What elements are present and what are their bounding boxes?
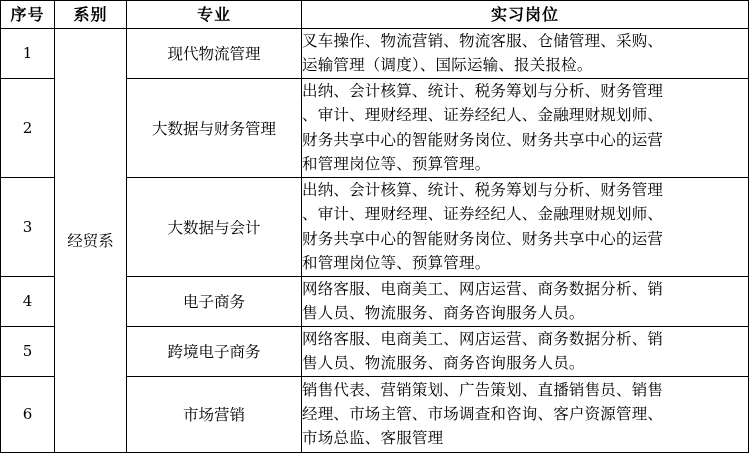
header-department: 系别 bbox=[55, 1, 127, 29]
job-line: 运输管理（调度）、国际运输、报关报检。 bbox=[302, 56, 593, 75]
header-index: 序号 bbox=[1, 1, 55, 29]
row-index: 5 bbox=[1, 326, 55, 376]
row-index: 6 bbox=[1, 376, 55, 452]
header-major: 专业 bbox=[127, 1, 302, 29]
job-line: 市场总监、客服管理 bbox=[302, 429, 444, 448]
major-cell: 跨境电子商务 bbox=[127, 326, 302, 376]
job-line: 和管理岗位等、预算管理。 bbox=[302, 253, 491, 272]
job-line: 和管理岗位等、预算管理。 bbox=[302, 154, 491, 173]
jobs-cell bbox=[302, 29, 749, 79]
header-jobs: 实习岗位 bbox=[302, 1, 749, 29]
job-line: 出纳、会计核算、统计、税务筹划与分析、财务管理 bbox=[302, 181, 664, 199]
jobs-cell bbox=[302, 326, 749, 376]
job-line: 出纳、会计核算、统计、税务筹划与分析、财务管理 bbox=[302, 82, 664, 100]
job-line: 网络客服、电商美工、网店运营、商务数据分析、销 bbox=[302, 329, 664, 348]
major-cell: 电子商务 bbox=[127, 276, 302, 326]
job-line: 叉车操作、物流营销、物流客服、仓储管理、采购、 bbox=[302, 32, 664, 50]
job-line: 网络客服、电商美工、网店运营、商务数据分析、销 bbox=[302, 279, 664, 298]
job-line: 售人员、物流服务、商务咨询服务人员。 bbox=[302, 354, 585, 373]
jobs-cell bbox=[302, 177, 749, 276]
major-cell: 大数据与会计 bbox=[127, 177, 302, 276]
job-line: 、审计、理财经理、证券经纪人、金融理财规划师、 bbox=[302, 205, 664, 224]
department-cell: 经贸系 bbox=[55, 29, 127, 453]
table-row bbox=[1, 29, 749, 79]
major-cell: 市场营销 bbox=[127, 376, 302, 452]
row-index: 2 bbox=[1, 78, 55, 177]
major-cell: 大数据与财务管理 bbox=[127, 78, 302, 177]
job-line: 售人员、物流服务、商务咨询服务人员。 bbox=[302, 304, 585, 323]
row-index: 1 bbox=[1, 29, 55, 79]
jobs-cell bbox=[302, 78, 749, 177]
job-line: 经理、市场主管、市场调查和咨询、客户资源管理、 bbox=[302, 404, 664, 423]
jobs-cell bbox=[302, 276, 749, 326]
job-line: 财务共享中心的智能财务岗位、财务共享中心的运营 bbox=[302, 229, 664, 248]
row-index: 4 bbox=[1, 276, 55, 326]
job-line: 、审计、理财经理、证券经纪人、金融理财规划师、 bbox=[302, 106, 664, 125]
header-row bbox=[1, 1, 749, 29]
job-line: 销售代表、营销策划、广告策划、直播销售员、销售 bbox=[302, 380, 664, 399]
jobs-cell bbox=[302, 376, 749, 452]
row-index: 3 bbox=[1, 177, 55, 276]
major-cell: 现代物流管理 bbox=[127, 29, 302, 79]
job-line: 财务共享中心的智能财务岗位、财务共享中心的运营 bbox=[302, 130, 664, 149]
